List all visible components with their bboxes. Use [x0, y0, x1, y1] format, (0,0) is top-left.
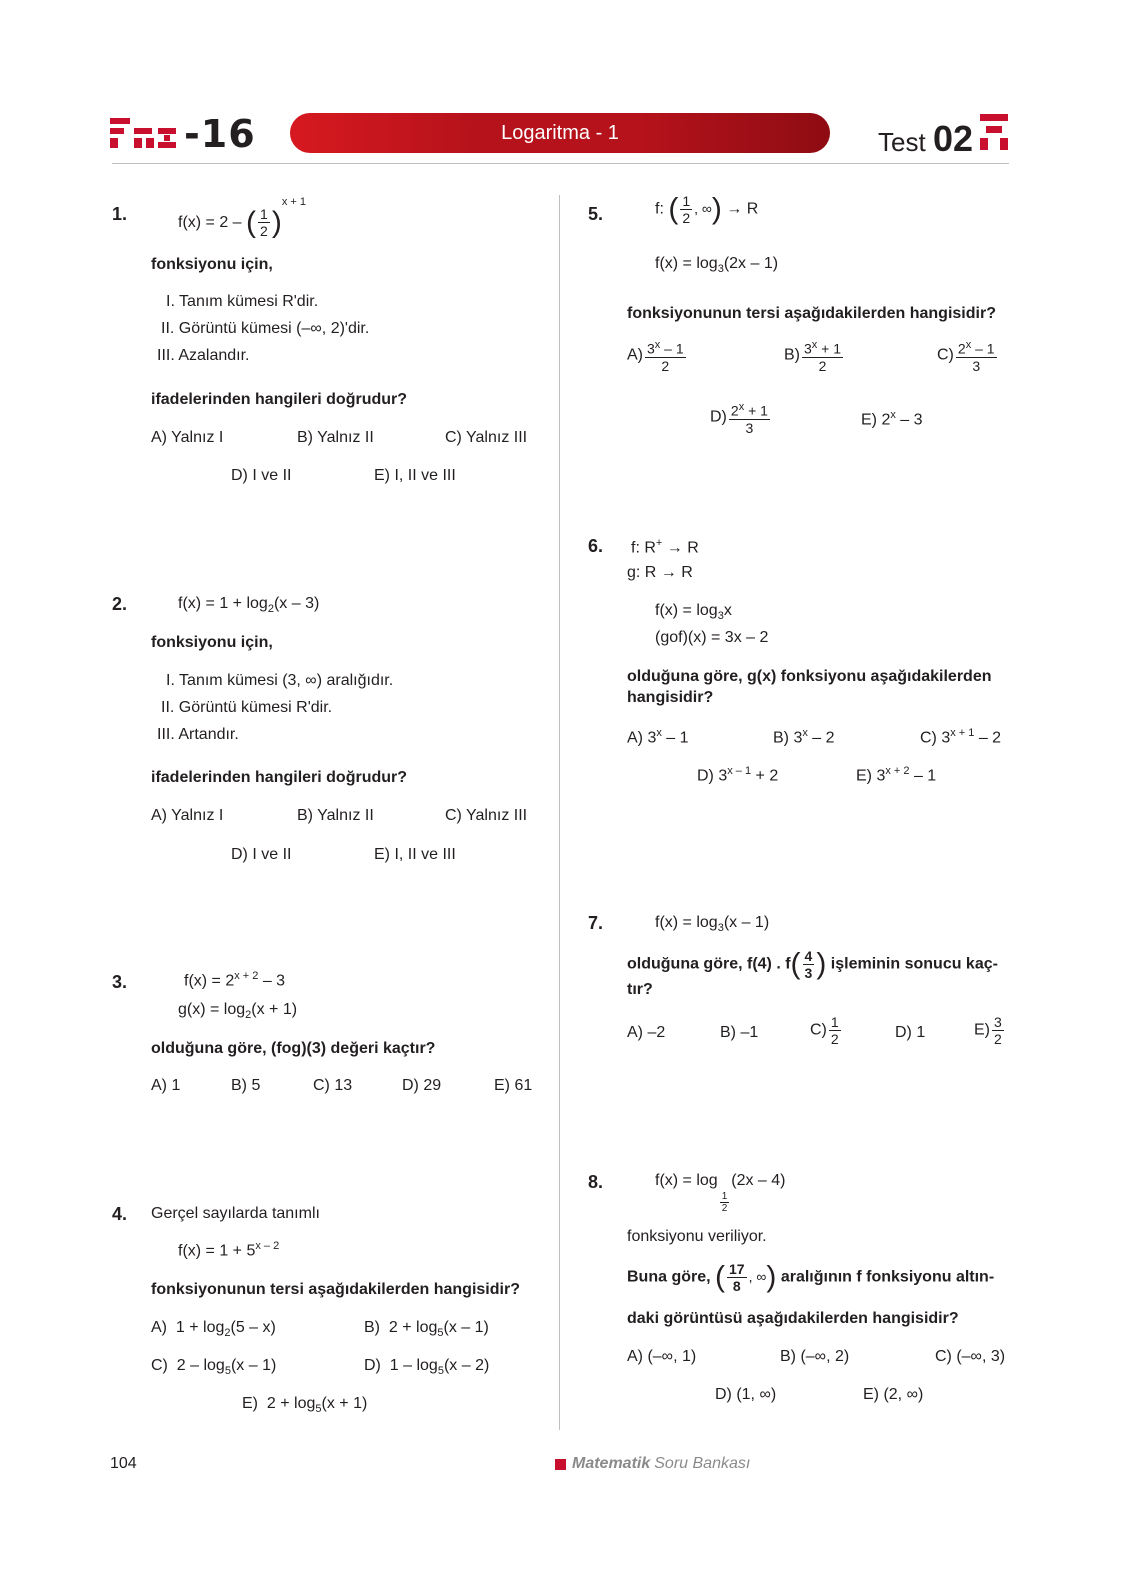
q2-intro: fonksiyonu için,: [151, 634, 273, 651]
q8-f-sub-den: 2: [721, 1203, 728, 1214]
q5-a-label: A): [627, 346, 643, 364]
q2-option-a[interactable]: A) Yalnız I: [151, 807, 224, 824]
q8-option-c[interactable]: C) (–∞, 3): [935, 1348, 1006, 1365]
q6-e-a: E) 3: [856, 767, 886, 785]
q6-line-3: [655, 602, 732, 622]
q6-a-b: – 1: [661, 729, 689, 747]
q6-l3-sub: 3: [717, 610, 724, 623]
q5-domain: f: ( $\frac{1}{2}$ , ∞) → R: [655, 192, 759, 226]
q7-e-num: 3: [994, 1014, 1002, 1030]
q4-d-sub: 5: [437, 1365, 444, 1378]
q6-l1-b: → R: [662, 539, 699, 557]
q7-option-a[interactable]: A) –2: [627, 1024, 666, 1041]
q2-func-sub: 2: [267, 603, 274, 616]
faz-logo-mark: [110, 114, 180, 154]
q4-option-d[interactable]: [364, 1357, 489, 1377]
q5-f-sub: 3: [717, 263, 724, 276]
q6-question-1: olduğuna göre, g(x) fonksiyonu aşağıdakilerden: [627, 668, 992, 685]
footer-book-bold: Matematik: [572, 1455, 651, 1472]
q4-a-label: A): [151, 1319, 167, 1336]
q6-b-b: – 2: [807, 729, 835, 747]
q8-function: [655, 1172, 786, 1214]
footer-book-title: [555, 1455, 750, 1473]
q7-q-b: işleminin sonucu kaç-: [830, 955, 998, 973]
q7-question-2: tır?: [627, 981, 653, 998]
q8-q-c: aralığının f fonksiyonu altın-: [780, 1268, 995, 1286]
q6-number: 6.: [588, 536, 604, 556]
q4-d-b: (x – 2): [443, 1357, 490, 1374]
q4-c-sub: 5: [224, 1365, 231, 1378]
q4-b-a: 2 + log: [388, 1319, 438, 1336]
q2-option-d[interactable]: D) I ve II: [231, 846, 292, 863]
q4-e-a: 2 + log: [266, 1395, 316, 1412]
q6-c-a: C) 3: [920, 729, 951, 747]
q7-f-b: (x – 1): [723, 914, 770, 931]
q4-c-a: 2 – log: [176, 1357, 225, 1374]
q1-statement-3: III. Azalandır.: [157, 347, 250, 364]
q7-number: 7.: [588, 913, 604, 933]
q4-e-b: (x + 1): [321, 1395, 368, 1412]
q5-e-a: E) 2: [861, 411, 891, 429]
q8-question-2: daki görüntüsü aşağıdakilerden hangisidir?: [627, 1310, 959, 1327]
q2-number: 2.: [112, 594, 128, 614]
q7-f-a: f(x) = log: [655, 914, 718, 931]
column-divider: [559, 195, 560, 1430]
q7-c-num: 1: [830, 1014, 839, 1030]
q4-option-c[interactable]: [151, 1357, 276, 1377]
q5-question: fonksiyonunun tersi aşağıdakilerden hangisidir?: [627, 305, 996, 322]
q6-l3-a: f(x) = log: [655, 602, 718, 619]
q7-q-frac: [803, 948, 815, 981]
header-rule: [112, 163, 1009, 164]
q4-b-sub: 5: [437, 1327, 444, 1340]
topic-title: Logaritma - 1: [501, 121, 619, 144]
q6-l3-b: x: [723, 602, 732, 619]
q3-option-d[interactable]: D) 29: [402, 1077, 442, 1094]
q6-a-sup: x: [656, 727, 662, 739]
q7-option-b[interactable]: B) –1: [720, 1024, 759, 1041]
q1-option-d[interactable]: D) I ve II: [231, 467, 292, 484]
q8-option-b[interactable]: B) (–∞, 2): [780, 1348, 850, 1365]
q3-g-sub: 2: [245, 1009, 252, 1022]
q5-d-n-a: 2: [730, 402, 739, 419]
q5-fraction: [680, 193, 692, 226]
q5-c-label: C): [937, 346, 954, 364]
q8-q-b: , ∞: [748, 1268, 767, 1285]
q6-line-2: g: R → R: [627, 564, 693, 581]
q5-b-n-a: 3: [804, 340, 812, 357]
q6-l1-sup: +: [655, 537, 663, 549]
q8-option-a[interactable]: A) (–∞, 1): [627, 1348, 697, 1365]
q2-question: ifadelerinden hangileri doğrudur?: [151, 769, 408, 786]
q7-function: [655, 914, 769, 934]
q8-option-e[interactable]: E) (2, ∞): [863, 1386, 924, 1403]
q5-dom-a: f:: [655, 200, 664, 218]
q5-d-n-b: + 1: [744, 402, 768, 419]
q4-f-sup: x – 2: [255, 1240, 280, 1252]
q8-q-frac: [727, 1261, 747, 1294]
q2-option-e[interactable]: E) I, II ve III: [374, 846, 456, 863]
q1-number: 1.: [112, 204, 128, 224]
q1-question: ifadelerinden hangileri doğrudur?: [151, 391, 408, 408]
q5-b-frac: [802, 337, 843, 374]
q1-option-c[interactable]: C) Yalnız III: [445, 429, 528, 446]
q1-intro: fonksiyonu için,: [151, 256, 273, 273]
q7-q-den: 3: [804, 965, 813, 981]
q1-option-e[interactable]: E) I, II ve III: [374, 467, 456, 484]
q8-f-sub-frac: [720, 1191, 730, 1214]
q7-q-num: 4: [804, 948, 813, 964]
q5-a-n-b: – 1: [660, 340, 684, 357]
q5-function: [655, 255, 778, 275]
q5-d-den: 3: [745, 419, 754, 436]
q5-dom-b: , ∞: [694, 200, 712, 217]
q3-option-a[interactable]: A) 1: [151, 1077, 181, 1094]
q5-option-a[interactable]: [627, 337, 688, 374]
q4-e-label: E): [242, 1395, 258, 1412]
q1-option-b[interactable]: B) Yalnız II: [297, 429, 374, 446]
q8-q-a: Buna göre,: [627, 1268, 711, 1286]
q5-c-n-b: – 1: [971, 340, 995, 357]
q8-option-d[interactable]: D) (1, ∞): [715, 1386, 777, 1403]
q7-e-label: E): [974, 1021, 990, 1039]
q5-option-d[interactable]: [710, 399, 772, 436]
q1-exponent: x + 1: [281, 196, 306, 208]
q3-f-a: f(x) = 2: [184, 972, 235, 990]
q8-intro: fonksiyonu veriliyor.: [627, 1228, 767, 1245]
q5-option-c[interactable]: [937, 337, 999, 374]
q5-f-b: (2x – 1): [723, 255, 779, 272]
q6-option-e[interactable]: [856, 765, 936, 785]
q6-a-a: A) 3: [627, 729, 657, 747]
q2-option-c[interactable]: C) Yalnız III: [445, 807, 528, 824]
q5-f-a: f(x) = log: [655, 255, 718, 272]
q4-d-label: D): [364, 1357, 381, 1374]
q7-q-a: olduğuna göre, f(4) . f: [627, 955, 791, 973]
q4-e-sub: 5: [315, 1403, 322, 1416]
q3-f-b: – 3: [258, 972, 286, 990]
q3-option-c[interactable]: C) 13: [313, 1077, 353, 1094]
q6-e-sup: x + 2: [885, 765, 910, 777]
q2-func-a: f(x) = 1 + log: [178, 595, 268, 612]
q6-e-b: – 1: [909, 767, 937, 785]
q6-b-sup: x: [802, 727, 808, 739]
q8-number: 8.: [588, 1172, 604, 1192]
q4-c-b: (x – 1): [230, 1357, 277, 1374]
q5-frac-num: 1: [682, 193, 691, 209]
q4-number: 4.: [112, 1204, 128, 1224]
q7-question: olduğuna göre, f(4) . f( $\frac{4}{3}$ ) işleminin sonucu kaç-: [627, 947, 998, 981]
q3-g-b: (x + 1): [251, 1001, 298, 1018]
q7-option-d[interactable]: D) 1: [895, 1024, 926, 1041]
q5-dom-c: → R: [726, 200, 759, 218]
page-number: 104: [110, 1455, 137, 1472]
q1-frac-num: 1: [260, 206, 268, 223]
q5-d-frac: [729, 399, 770, 436]
q3-option-e[interactable]: E) 61: [494, 1077, 533, 1094]
q4-question: fonksiyonunun tersi aşağıdakilerden hangisidir?: [151, 1281, 520, 1298]
test-word: Test: [878, 127, 926, 157]
q3-f-sup: x + 2: [234, 970, 259, 982]
q6-d-b: + 2: [751, 767, 779, 785]
q4-a-sub: 2: [224, 1327, 231, 1340]
q5-e-sup: x: [890, 409, 896, 421]
q8-f-b: (2x – 4): [731, 1172, 786, 1189]
q5-c-n-a: 2: [957, 340, 966, 357]
test-label: [878, 118, 973, 160]
q7-f-sub: 3: [717, 922, 724, 935]
q5-d-label: D): [710, 408, 727, 426]
q2-function: [178, 595, 319, 615]
q6-b-a: B) 3: [773, 729, 803, 747]
q5-a-n-sup: x: [654, 339, 661, 351]
q2-func-b: (x – 3): [273, 595, 320, 612]
q5-c-den: 3: [972, 357, 981, 374]
q5-b-den: 2: [818, 357, 827, 374]
q2-option-b[interactable]: B) Yalnız II: [297, 807, 374, 824]
q1-option-a[interactable]: A) Yalnız I: [151, 429, 224, 446]
q7-e-frac: [992, 1014, 1004, 1047]
brand-logo: [110, 112, 256, 156]
q1-fraction: [258, 206, 270, 239]
test-logo-icon: [980, 112, 1010, 152]
footer-square-icon: [555, 1459, 566, 1470]
q6-d-a: D) 3: [697, 767, 728, 785]
q4-intro: Gerçel sayılarda tanımlı: [151, 1205, 320, 1222]
q7-option-e[interactable]: [974, 1014, 1006, 1047]
q4-d-a: 1 – log: [389, 1357, 438, 1374]
q1-statement-1: I. Tanım kümesi R'dir.: [166, 293, 319, 310]
q6-option-b[interactable]: [773, 727, 835, 747]
q5-b-label: B): [784, 346, 800, 364]
q3-number: 3.: [112, 972, 128, 992]
q4-b-b: (x – 1): [443, 1319, 489, 1336]
q3-option-b[interactable]: B) 5: [231, 1077, 261, 1094]
q8-q-den: 8: [732, 1278, 741, 1294]
q4-function: [178, 1240, 279, 1260]
q6-option-c[interactable]: [920, 727, 1001, 747]
q4-option-e[interactable]: [242, 1395, 367, 1415]
q7-c-label: C): [810, 1021, 827, 1039]
brand-number: -16: [184, 112, 256, 156]
q6-c-b: – 2: [974, 729, 1002, 747]
q2-statement-2: II. Görüntü kümesi R'dir.: [161, 699, 333, 716]
q8-question: Buna göre, ( $\frac{17}{8}$ , ∞) aralığının f fonksiyonu altın-: [627, 1260, 995, 1294]
q6-option-a[interactable]: [627, 727, 689, 747]
q5-frac-den: 2: [682, 210, 691, 226]
q6-question-2: hangisidir?: [627, 689, 714, 706]
q1-statement-2: II. Görüntü kümesi (–∞, 2)'dir.: [161, 320, 370, 337]
q4-c-label: C): [151, 1357, 168, 1374]
q8-q-num: 17: [729, 1261, 745, 1277]
q3-g: [178, 1001, 297, 1021]
q3-g-a: g(x) = log: [178, 1001, 246, 1018]
q4-a-a: 1 + log: [175, 1319, 225, 1336]
q7-c-den: 2: [830, 1031, 839, 1047]
q6-l1-a: f: R: [631, 539, 656, 557]
q5-number: 5.: [588, 204, 604, 224]
q8-f-a: f(x) = log: [655, 1172, 718, 1189]
q4-option-a[interactable]: [151, 1319, 276, 1339]
q1-function: f(x) = 2 – ( $\frac{1}{2}$ )$^{x + 1}$: [178, 196, 306, 240]
q5-option-e[interactable]: [861, 409, 923, 429]
q7-c-frac: [829, 1014, 841, 1047]
q7-option-c[interactable]: [810, 1014, 843, 1047]
q5-a-den: 2: [661, 357, 670, 374]
q5-b-n-sup: x: [811, 339, 818, 351]
q5-option-b[interactable]: [784, 337, 845, 374]
q1-frac-den: 2: [260, 223, 268, 240]
q4-f-a: f(x) = 1 + 5: [178, 1242, 256, 1260]
q7-e-den: 2: [994, 1031, 1002, 1047]
test-number: 02: [932, 118, 973, 159]
q6-option-d[interactable]: [697, 765, 778, 785]
q2-statement-1: I. Tanım kümesi (3, ∞) aralığıdır.: [166, 672, 394, 689]
q1-func-left: f(x) = 2 –: [178, 214, 242, 231]
q5-b-n-b: + 1: [817, 340, 842, 357]
q6-line-1: [631, 537, 699, 557]
q6-c-sup: x + 1: [950, 727, 975, 739]
q5-d-n-sup: x: [738, 401, 745, 413]
q5-c-frac: [956, 337, 997, 374]
footer-book-rest: Soru Bankası: [654, 1455, 751, 1472]
q5-c-n-sup: x: [965, 339, 972, 351]
q6-d-sup: x – 1: [727, 765, 752, 777]
q5-e-b: – 3: [895, 411, 923, 429]
q5-a-n-a: 3: [647, 340, 655, 357]
q3-f: [184, 970, 285, 990]
q4-option-b[interactable]: [364, 1319, 489, 1339]
q2-statement-3: III. Artandır.: [157, 726, 239, 743]
q3-question: olduğuna göre, (fog)(3) değeri kaçtır?: [151, 1040, 436, 1057]
q8-f-sub-num: 1: [721, 1191, 728, 1202]
q4-a-b: (5 – x): [230, 1319, 276, 1336]
q5-a-frac: [645, 337, 686, 374]
q4-b-label: B): [364, 1319, 380, 1336]
topic-title-bar: [290, 113, 830, 153]
q6-line-4: (gof)(x) = 3x – 2: [655, 629, 769, 646]
